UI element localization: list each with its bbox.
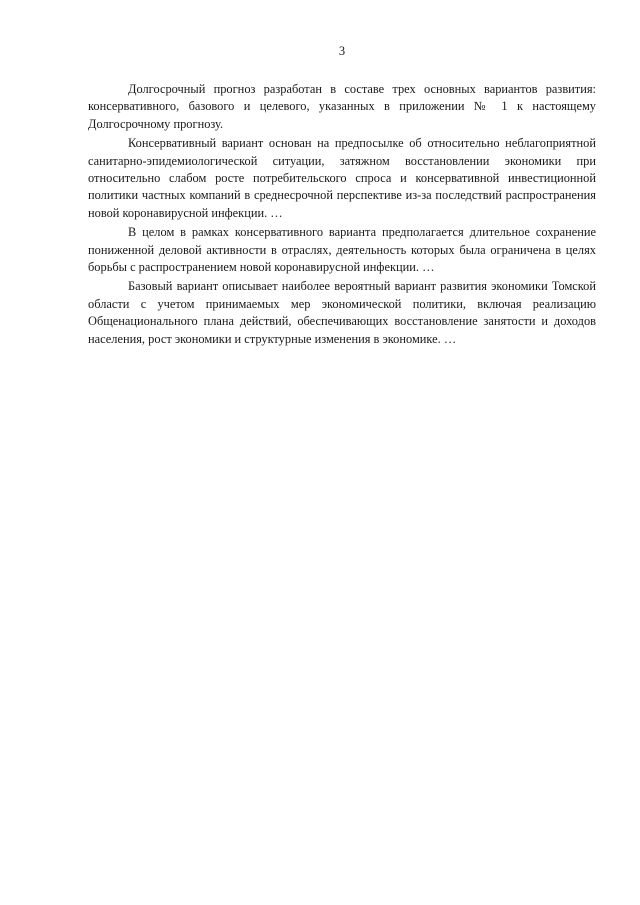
- paragraph-3: В целом в рамках консервативного варианта предполагается длительное сохранение пониженной деловой активности в отраслях, деятельность которых была ограничена в целях борьбы с распространением новой коронавирусной инфекции. …: [88, 225, 596, 275]
- paragraph-2: Консервативный вариант основан на предпосылке об относительно неблагоприятной санитарно-эпидемиологической ситуации, затяжном восстановлении экономики при относительно слабом росте потребительского спроса и консервативной инвестиционной политики частных компаний в среднесрочной перспективе из-за последствий распространения новой коронавирусной инфекции. …: [88, 136, 596, 220]
- page-number: 3: [338, 44, 346, 58]
- paragraph-4: Базовый вариант описывает наиболее вероятный вариант развития экономики Томской области с учетом принимаемых мер экономической политики, включая реализацию Общенационального плана действий, обеспечивающих восстановление занятости и доходов населения, рост экономики и структурные изменения в экономике. …: [88, 279, 596, 346]
- paragraph-1: Долгосрочный прогноз разработан в составе трех основных вариантов развития: консервативного, базового и целевого, указанных в приложении № 1 к настоящему Долгосрочному прогнозу.: [88, 82, 596, 131]
